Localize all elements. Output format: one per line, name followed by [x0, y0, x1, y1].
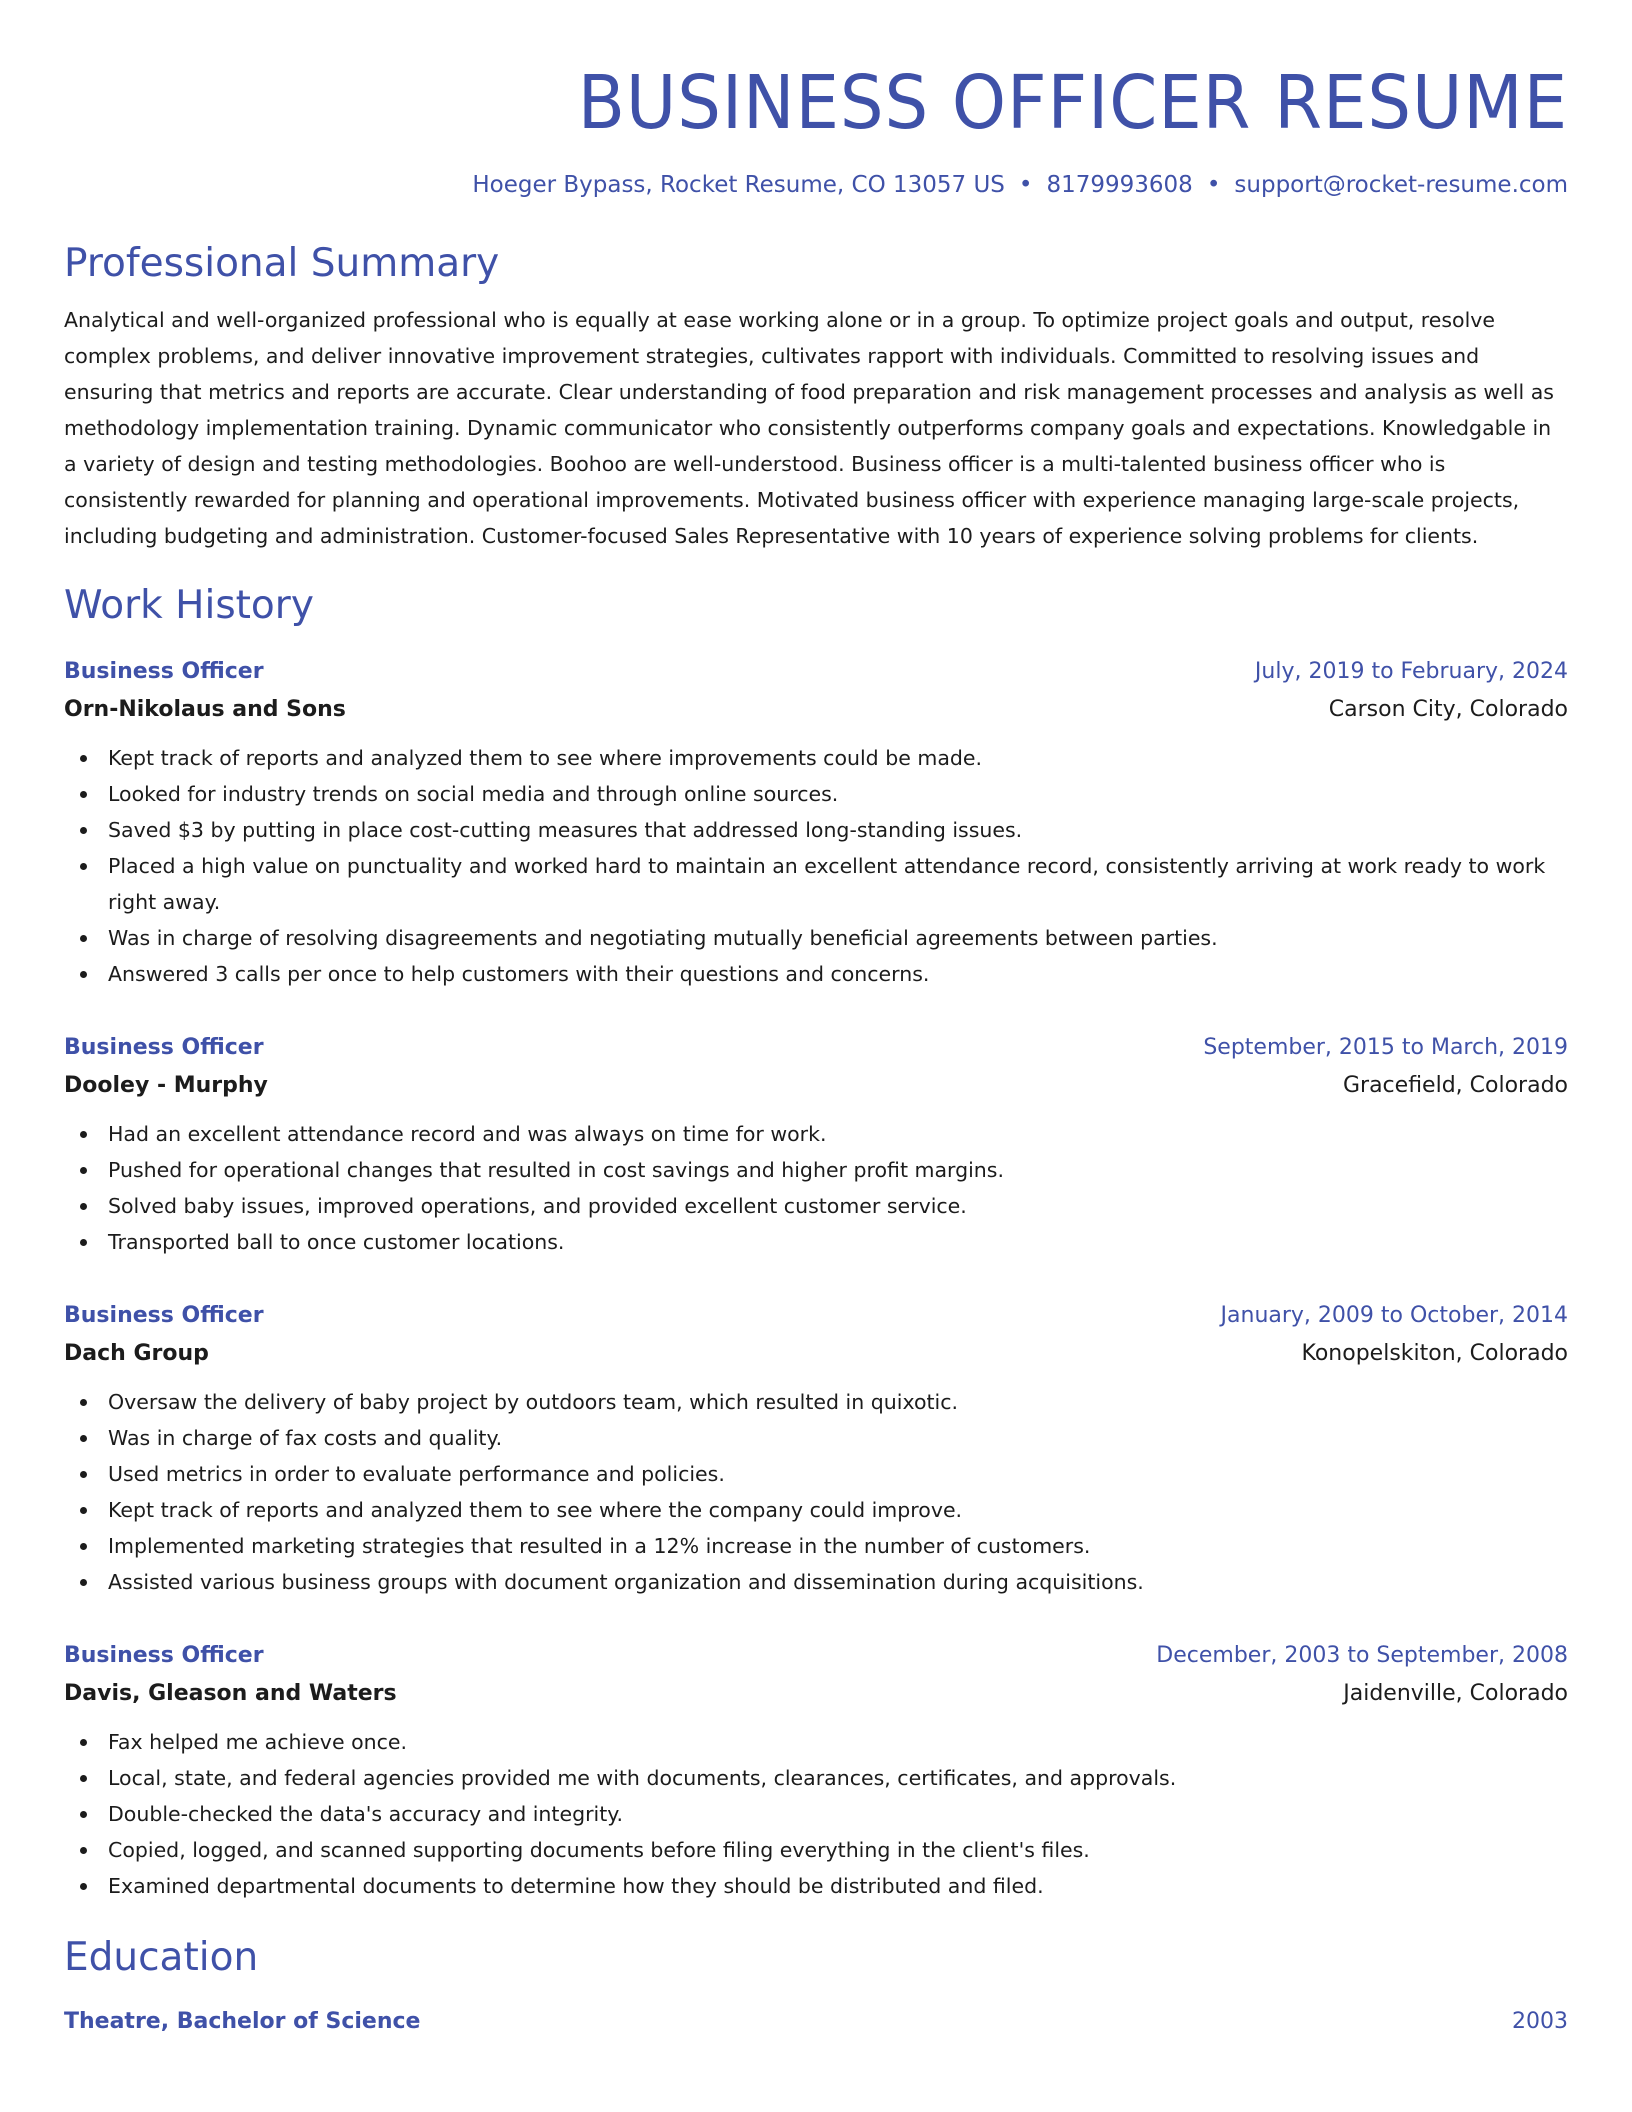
- education-entry: [64, 2004, 1568, 2040]
- education-heading: Education: [64, 1935, 259, 1980]
- job-bullet: Examined departmental documents to determine how they should be distributed and filed.: [64, 1868, 1568, 1904]
- job-bullet-list: [64, 740, 1568, 992]
- resume-page: [64, 0, 1568, 2112]
- job-bullet: Local, state, and federal agencies provided me with documents, clearances, certificates, and approvals.: [64, 1760, 1568, 1796]
- job-dates: September, 2015 to March, 2019: [1203, 1035, 1568, 1060]
- resume-title: BUSINESS OFFICER RESUME: [577, 60, 1568, 146]
- job-bullet: Kept track of reports and analyzed them to see where improvements could be made.: [64, 740, 1568, 776]
- job-company-row: [64, 690, 1568, 730]
- contact-separator: •: [1206, 172, 1221, 198]
- job-company: Dooley - Murphy: [64, 1073, 268, 1098]
- job-company-row: [64, 1674, 1568, 1714]
- job-dates: July, 2019 to February, 2024: [1254, 659, 1568, 684]
- job-dates: January, 2009 to October, 2014: [1220, 1303, 1568, 1328]
- job-title: Business Officer: [64, 659, 264, 684]
- job-bullet: Was in charge of resolving disagreements and negotiating mutually beneficial agreements between parties.: [64, 920, 1568, 956]
- job-bullet: Oversaw the delivery of baby project by outdoors team, which resulted in quixotic.: [64, 1384, 1568, 1420]
- job-bullet: Fax helped me achieve once.: [64, 1724, 1568, 1760]
- job-company: Davis, Gleason and Waters: [64, 1681, 397, 1706]
- work-history-heading: Work History: [64, 583, 314, 628]
- contact-email[interactable]: support@rocket-resume.com: [1234, 172, 1568, 198]
- job-bullet: Kept track of reports and analyzed them to see where the company could improve.: [64, 1492, 1568, 1528]
- education-degree: Theatre, Bachelor of Science: [64, 2009, 421, 2034]
- job-bullet: Copied, logged, and scanned supporting documents before filing everything in the client's files.: [64, 1832, 1568, 1868]
- job-title-row: [64, 1298, 1568, 1334]
- job-bullet: Solved baby issues, improved operations, and provided excellent customer service.: [64, 1188, 1568, 1224]
- contact-phone[interactable]: 8179993608: [1046, 172, 1193, 198]
- job-entry: [64, 654, 1568, 992]
- contact-separator: •: [1018, 172, 1033, 198]
- job-bullet: Looked for industry trends on social media and through online sources.: [64, 776, 1568, 812]
- job-bullet: Saved $3 by putting in place cost-cutting measures that addressed long-standing issues.: [64, 812, 1568, 848]
- contact-address: Hoeger Bypass, Rocket Resume, CO 13057 US: [472, 172, 1005, 198]
- job-bullet-list: [64, 1724, 1568, 1904]
- job-entry: [64, 1638, 1568, 1904]
- job-bullet: Implemented marketing strategies that resulted in a 12% increase in the number of customers.: [64, 1528, 1568, 1564]
- job-location: Jaidenville, Colorado: [1343, 1681, 1568, 1706]
- education-year: 2003: [1512, 2009, 1568, 2034]
- job-title-row: [64, 654, 1568, 690]
- job-bullet: Pushed for operational changes that resulted in cost savings and higher profit margins.: [64, 1152, 1568, 1188]
- job-bullet: Assisted various business groups with document organization and dissemination during acquisitions.: [64, 1564, 1568, 1600]
- job-bullet-list: [64, 1116, 1568, 1260]
- summary-heading: Professional Summary: [64, 241, 500, 286]
- job-bullet: Had an excellent attendance record and was always on time for work.: [64, 1116, 1568, 1152]
- job-location: Konopelskiton, Colorado: [1301, 1341, 1568, 1366]
- job-location: Carson City, Colorado: [1328, 697, 1568, 722]
- job-entry: [64, 1030, 1568, 1260]
- job-title: Business Officer: [64, 1035, 264, 1060]
- job-dates: December, 2003 to September, 2008: [1156, 1643, 1568, 1668]
- job-bullet-list: [64, 1384, 1568, 1600]
- job-bullet: Transported ball to once customer locations.: [64, 1224, 1568, 1260]
- job-bullet: Used metrics in order to evaluate performance and policies.: [64, 1456, 1568, 1492]
- job-entry: [64, 1298, 1568, 1600]
- job-bullet: Answered 3 calls per once to help customers with their questions and concerns.: [64, 956, 1568, 992]
- job-title: Business Officer: [64, 1643, 264, 1668]
- job-title: Business Officer: [64, 1303, 264, 1328]
- job-company: Orn-Nikolaus and Sons: [64, 697, 346, 722]
- education-list: [64, 2004, 1568, 2040]
- job-bullet: Was in charge of fax costs and quality.: [64, 1420, 1568, 1456]
- job-title-row: [64, 1638, 1568, 1674]
- job-company-row: [64, 1066, 1568, 1106]
- work-history-list: [64, 654, 1568, 1904]
- job-company: Dach Group: [64, 1341, 209, 1366]
- job-title-row: [64, 1030, 1568, 1066]
- job-bullet: Placed a high value on punctuality and worked hard to maintain an excellent attendance record, consistently arriving at work ready to work right away.: [64, 848, 1568, 920]
- job-location: Gracefield, Colorado: [1342, 1073, 1568, 1098]
- summary-text: Analytical and well-organized professional who is equally at ease working alone or in a group. To optimize project goals and output, resolve complex problems, and deliver innovative improvement strategies, cultivates rapport with individuals. Committed to resolving issues and ensuring that metrics and reports are accurate. Clear understanding of food preparation and risk management processes and analysis as well as methodology implementation training. Dynamic communicator who consistently outperforms company goals and expectations. Knowledgable in a variety of design and testing methodologies. Boohoo are well-understood. Business officer is a multi-talented business officer who is consistently rewarded for planning and operational improvements. Motivated business officer with experience managing large-scale projects, including budgeting and administration. Customer-focused Sales Representative with 10 years of experience solving problems for clients.: [64, 308, 1554, 548]
- job-bullet: Double-checked the data's accuracy and integrity.: [64, 1796, 1568, 1832]
- contact-line: [64, 168, 1568, 202]
- job-company-row: [64, 1334, 1568, 1374]
